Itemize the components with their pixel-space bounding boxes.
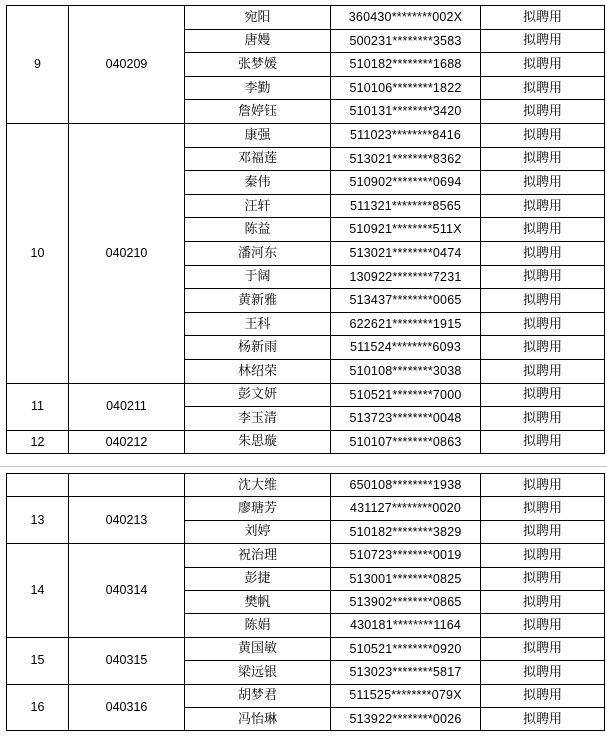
- table-row: [7, 6, 605, 30]
- id-number: 510521********0920: [331, 637, 481, 660]
- id-number: 510521********7000: [331, 383, 481, 407]
- group-number: 12: [7, 430, 69, 454]
- id-number: 513001********0825: [331, 567, 481, 590]
- person-name: 彭捷: [185, 567, 331, 590]
- person-name: 朱思璇: [185, 430, 331, 454]
- person-name: 杨新雨: [185, 336, 331, 360]
- person-name: 宛阳: [185, 6, 331, 30]
- position-code: 040314: [69, 544, 185, 638]
- person-name: 潘河东: [185, 241, 331, 265]
- hiring-status: 拟聘用: [481, 265, 605, 289]
- position-code: 040213: [69, 497, 185, 544]
- hiring-status: 拟聘用: [481, 171, 605, 195]
- person-name: 胡梦君: [185, 684, 331, 707]
- id-number: 510902********0694: [331, 171, 481, 195]
- id-number: 511321********8565: [331, 194, 481, 218]
- person-name: 刘婷: [185, 520, 331, 543]
- id-number: 510182********3829: [331, 520, 481, 543]
- person-name: 廖瑭芳: [185, 497, 331, 520]
- person-name: 王科: [185, 312, 331, 336]
- hiring-table-lower: [6, 473, 605, 731]
- group-number: [7, 474, 69, 497]
- hiring-status: 拟聘用: [481, 590, 605, 613]
- table-row: [7, 637, 605, 660]
- hiring-status: 拟聘用: [481, 123, 605, 147]
- hiring-status: 拟聘用: [481, 312, 605, 336]
- hiring-status: 拟聘用: [481, 430, 605, 454]
- id-number: 511524********6093: [331, 336, 481, 360]
- hiring-status: 拟聘用: [481, 520, 605, 543]
- person-name: 康强: [185, 123, 331, 147]
- id-number: 622621********1915: [331, 312, 481, 336]
- person-name: 陈娟: [185, 614, 331, 637]
- position-code: [69, 474, 185, 497]
- hiring-status: 拟聘用: [481, 336, 605, 360]
- group-number: 14: [7, 544, 69, 638]
- hiring-table-upper: [6, 5, 605, 454]
- person-name: 秦伟: [185, 171, 331, 195]
- group-number: 11: [7, 383, 69, 430]
- id-number: 513437********0065: [331, 289, 481, 313]
- id-number: 360430********002X: [331, 6, 481, 30]
- hiring-status: 拟聘用: [481, 53, 605, 77]
- page-break-line: [0, 466, 607, 467]
- hiring-status: 拟聘用: [481, 6, 605, 30]
- id-number: 510921********511X: [331, 218, 481, 242]
- id-number: 500231********3583: [331, 29, 481, 53]
- table-row: [7, 474, 605, 497]
- id-number: 510182********1688: [331, 53, 481, 77]
- group-number: 13: [7, 497, 69, 544]
- group-number: 15: [7, 637, 69, 684]
- person-name: 沈大维: [185, 474, 331, 497]
- id-number: 130922********7231: [331, 265, 481, 289]
- hiring-status: 拟聘用: [481, 383, 605, 407]
- group-number: 9: [7, 6, 69, 124]
- table-body: [7, 6, 605, 454]
- table-row: [7, 430, 605, 454]
- hiring-status: 拟聘用: [481, 544, 605, 567]
- person-name: 于阔: [185, 265, 331, 289]
- person-name: 祝治理: [185, 544, 331, 567]
- person-name: 樊帆: [185, 590, 331, 613]
- person-name: 詹婷钰: [185, 100, 331, 124]
- id-number: 511023********8416: [331, 123, 481, 147]
- hiring-status: 拟聘用: [481, 147, 605, 171]
- id-number: 513023********5817: [331, 661, 481, 684]
- person-name: 陈益: [185, 218, 331, 242]
- id-number: 510108********3038: [331, 359, 481, 383]
- hiring-status: 拟聘用: [481, 707, 605, 730]
- position-code: 040212: [69, 430, 185, 454]
- hiring-status: 拟聘用: [481, 407, 605, 431]
- hiring-status: 拟聘用: [481, 29, 605, 53]
- table-body: [7, 474, 605, 731]
- id-number: 430181********1164: [331, 614, 481, 637]
- hiring-status: 拟聘用: [481, 194, 605, 218]
- hiring-status: 拟聘用: [481, 241, 605, 265]
- person-name: 梁远银: [185, 661, 331, 684]
- hiring-status: 拟聘用: [481, 76, 605, 100]
- id-number: 510106********1822: [331, 76, 481, 100]
- id-number: 431127********0020: [331, 497, 481, 520]
- person-name: 林绍荣: [185, 359, 331, 383]
- group-number: 16: [7, 684, 69, 731]
- hiring-status: 拟聘用: [481, 567, 605, 590]
- person-name: 邓福莲: [185, 147, 331, 171]
- hiring-status: 拟聘用: [481, 661, 605, 684]
- person-name: 张梦媛: [185, 53, 331, 77]
- person-name: 黄新雅: [185, 289, 331, 313]
- id-number: 513021********0474: [331, 241, 481, 265]
- id-number: 510723********0019: [331, 544, 481, 567]
- id-number: 650108********1938: [331, 474, 481, 497]
- position-code: 040210: [69, 123, 185, 383]
- hiring-status: 拟聘用: [481, 359, 605, 383]
- person-name: 冯怡琳: [185, 707, 331, 730]
- id-number: 513922********0026: [331, 707, 481, 730]
- position-code: 040209: [69, 6, 185, 124]
- id-number: 511525********079X: [331, 684, 481, 707]
- position-code: 040315: [69, 637, 185, 684]
- table-row: [7, 497, 605, 520]
- person-name: 唐嫚: [185, 29, 331, 53]
- person-name: 彭文妍: [185, 383, 331, 407]
- id-number: 513021********8362: [331, 147, 481, 171]
- table-row: [7, 544, 605, 567]
- hiring-status: 拟聘用: [481, 497, 605, 520]
- table-row: [7, 123, 605, 147]
- table-row: [7, 684, 605, 707]
- hiring-status: 拟聘用: [481, 100, 605, 124]
- table-row: [7, 383, 605, 407]
- hiring-status: 拟聘用: [481, 614, 605, 637]
- hiring-status: 拟聘用: [481, 684, 605, 707]
- person-name: 李勤: [185, 76, 331, 100]
- position-code: 040316: [69, 684, 185, 731]
- person-name: 黄国敏: [185, 637, 331, 660]
- hiring-status: 拟聘用: [481, 474, 605, 497]
- id-number: 513902********0865: [331, 590, 481, 613]
- person-name: 李玉清: [185, 407, 331, 431]
- id-number: 510107********0863: [331, 430, 481, 454]
- group-number: 10: [7, 123, 69, 383]
- id-number: 513723********0048: [331, 407, 481, 431]
- hiring-status: 拟聘用: [481, 637, 605, 660]
- person-name: 汪轩: [185, 194, 331, 218]
- position-code: 040211: [69, 383, 185, 430]
- id-number: 510131********3420: [331, 100, 481, 124]
- hiring-status: 拟聘用: [481, 289, 605, 313]
- hiring-status: 拟聘用: [481, 218, 605, 242]
